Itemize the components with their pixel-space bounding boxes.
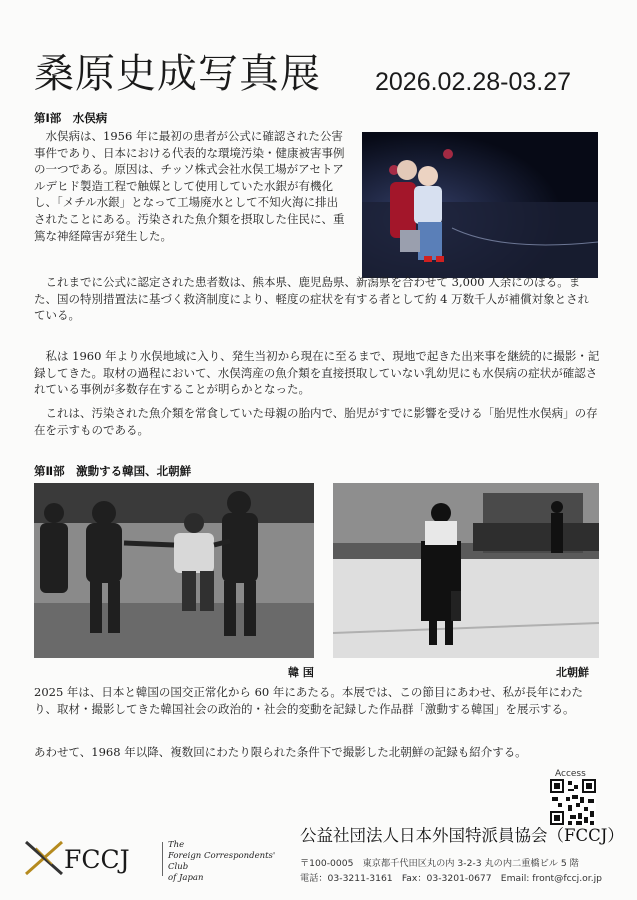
logo-divider xyxy=(162,842,163,876)
section1-paragraph4: これは、汚染された魚介類を常食していた母親の胎内で、胎児がすでに影響を受ける「胎児性水俣病」の存在を示すものである。 xyxy=(34,406,598,437)
access-qr-code[interactable] xyxy=(550,779,596,825)
exhibition-title: 桑原史成写真展 xyxy=(34,51,321,97)
caption-korea: 韓 国 xyxy=(288,666,314,679)
north-korea-photo xyxy=(333,483,599,658)
access-label: Access xyxy=(555,769,586,779)
caption-north-korea: 北朝鮮 xyxy=(556,666,589,679)
fccj-logo-text: FCCJ xyxy=(64,845,130,874)
section1-intro: 水俣病は、1956 年に最初の患者が公式に確認された公害事件であり、日本における代表的な環境汚染・健康被害事例の一つである。原因は、チッソ株式会社水俣工場がアセトアルデヒド製造工程で触媒として使用していた水銀が有機化し、「メチル水銀」となって工場廃水として不知火海に排出されたことにある。汚染された魚介類を摂取した住民に、重篤な神経障害が発生した。 xyxy=(34,129,345,243)
section2-heading: 第Ⅱ部 激動する韓国、北朝鮮 xyxy=(34,464,192,478)
club-name-line1: The xyxy=(168,840,185,850)
section1-heading: 第Ⅰ部 水俣病 xyxy=(34,111,108,125)
section2-paragraph2: あわせて、1968 年以降、複数回にわたり限られた条件下で撮影した北朝鮮の記録も紹介する。 xyxy=(34,745,527,759)
organization-name: 公益社団法人日本外国特派員協会（FCCJ） xyxy=(300,826,624,845)
korea-photo xyxy=(34,483,314,658)
north-korea-photo-art xyxy=(333,483,599,658)
section2-paragraph1: 2025 年は、日本と韓国の国交正常化から 60 年にあたる。本展では、この節目にあわせ、私が長年にわたり、取材・撮影してきた韓国社会の政治的・社会的変動を記録した作品群「激動する韓国」を展示する。 xyxy=(34,685,584,716)
club-name-line2: Foreign Correspondents' Club xyxy=(168,851,276,872)
club-name-line3: of Japan xyxy=(168,873,204,883)
section1-paragraph3: 私は 1960 年より水俣地域に入り、発生当初から現在に至るまで、現地で起きた出来事を継続的に撮影・記録してきた。取材の過程において、水俣湾産の魚介類を直接摂取していない乳幼児にも水俣病の症状が確認されている事例が多数存在することが明らかとなった。 xyxy=(34,349,600,397)
section1-paragraph2: これまでに公式に認定された患者数は、熊本県、鹿児島県、新潟県を合わせて 3,000 人余にのぼる。また、国の特別措置法に基づく救済制度により、軽度の症状を有する者として約 4 万数千人が補償対象とされている。 xyxy=(34,275,590,323)
minamata-photo-art xyxy=(362,132,598,278)
organization-address: 〒100-0005 東京都千代田区丸の内 3-2-3 丸の内二重橋ビル 5 階 xyxy=(300,858,579,869)
organization-contact: 電話：03-3211-3161 Fax：03-3201-0677 Email: front@fccj.or.jp xyxy=(300,873,603,884)
minamata-photo xyxy=(362,132,598,278)
korea-photo-art xyxy=(34,483,314,658)
club-name xyxy=(168,840,288,884)
exhibition-dates: 2026.02.28-03.27 xyxy=(375,68,572,96)
